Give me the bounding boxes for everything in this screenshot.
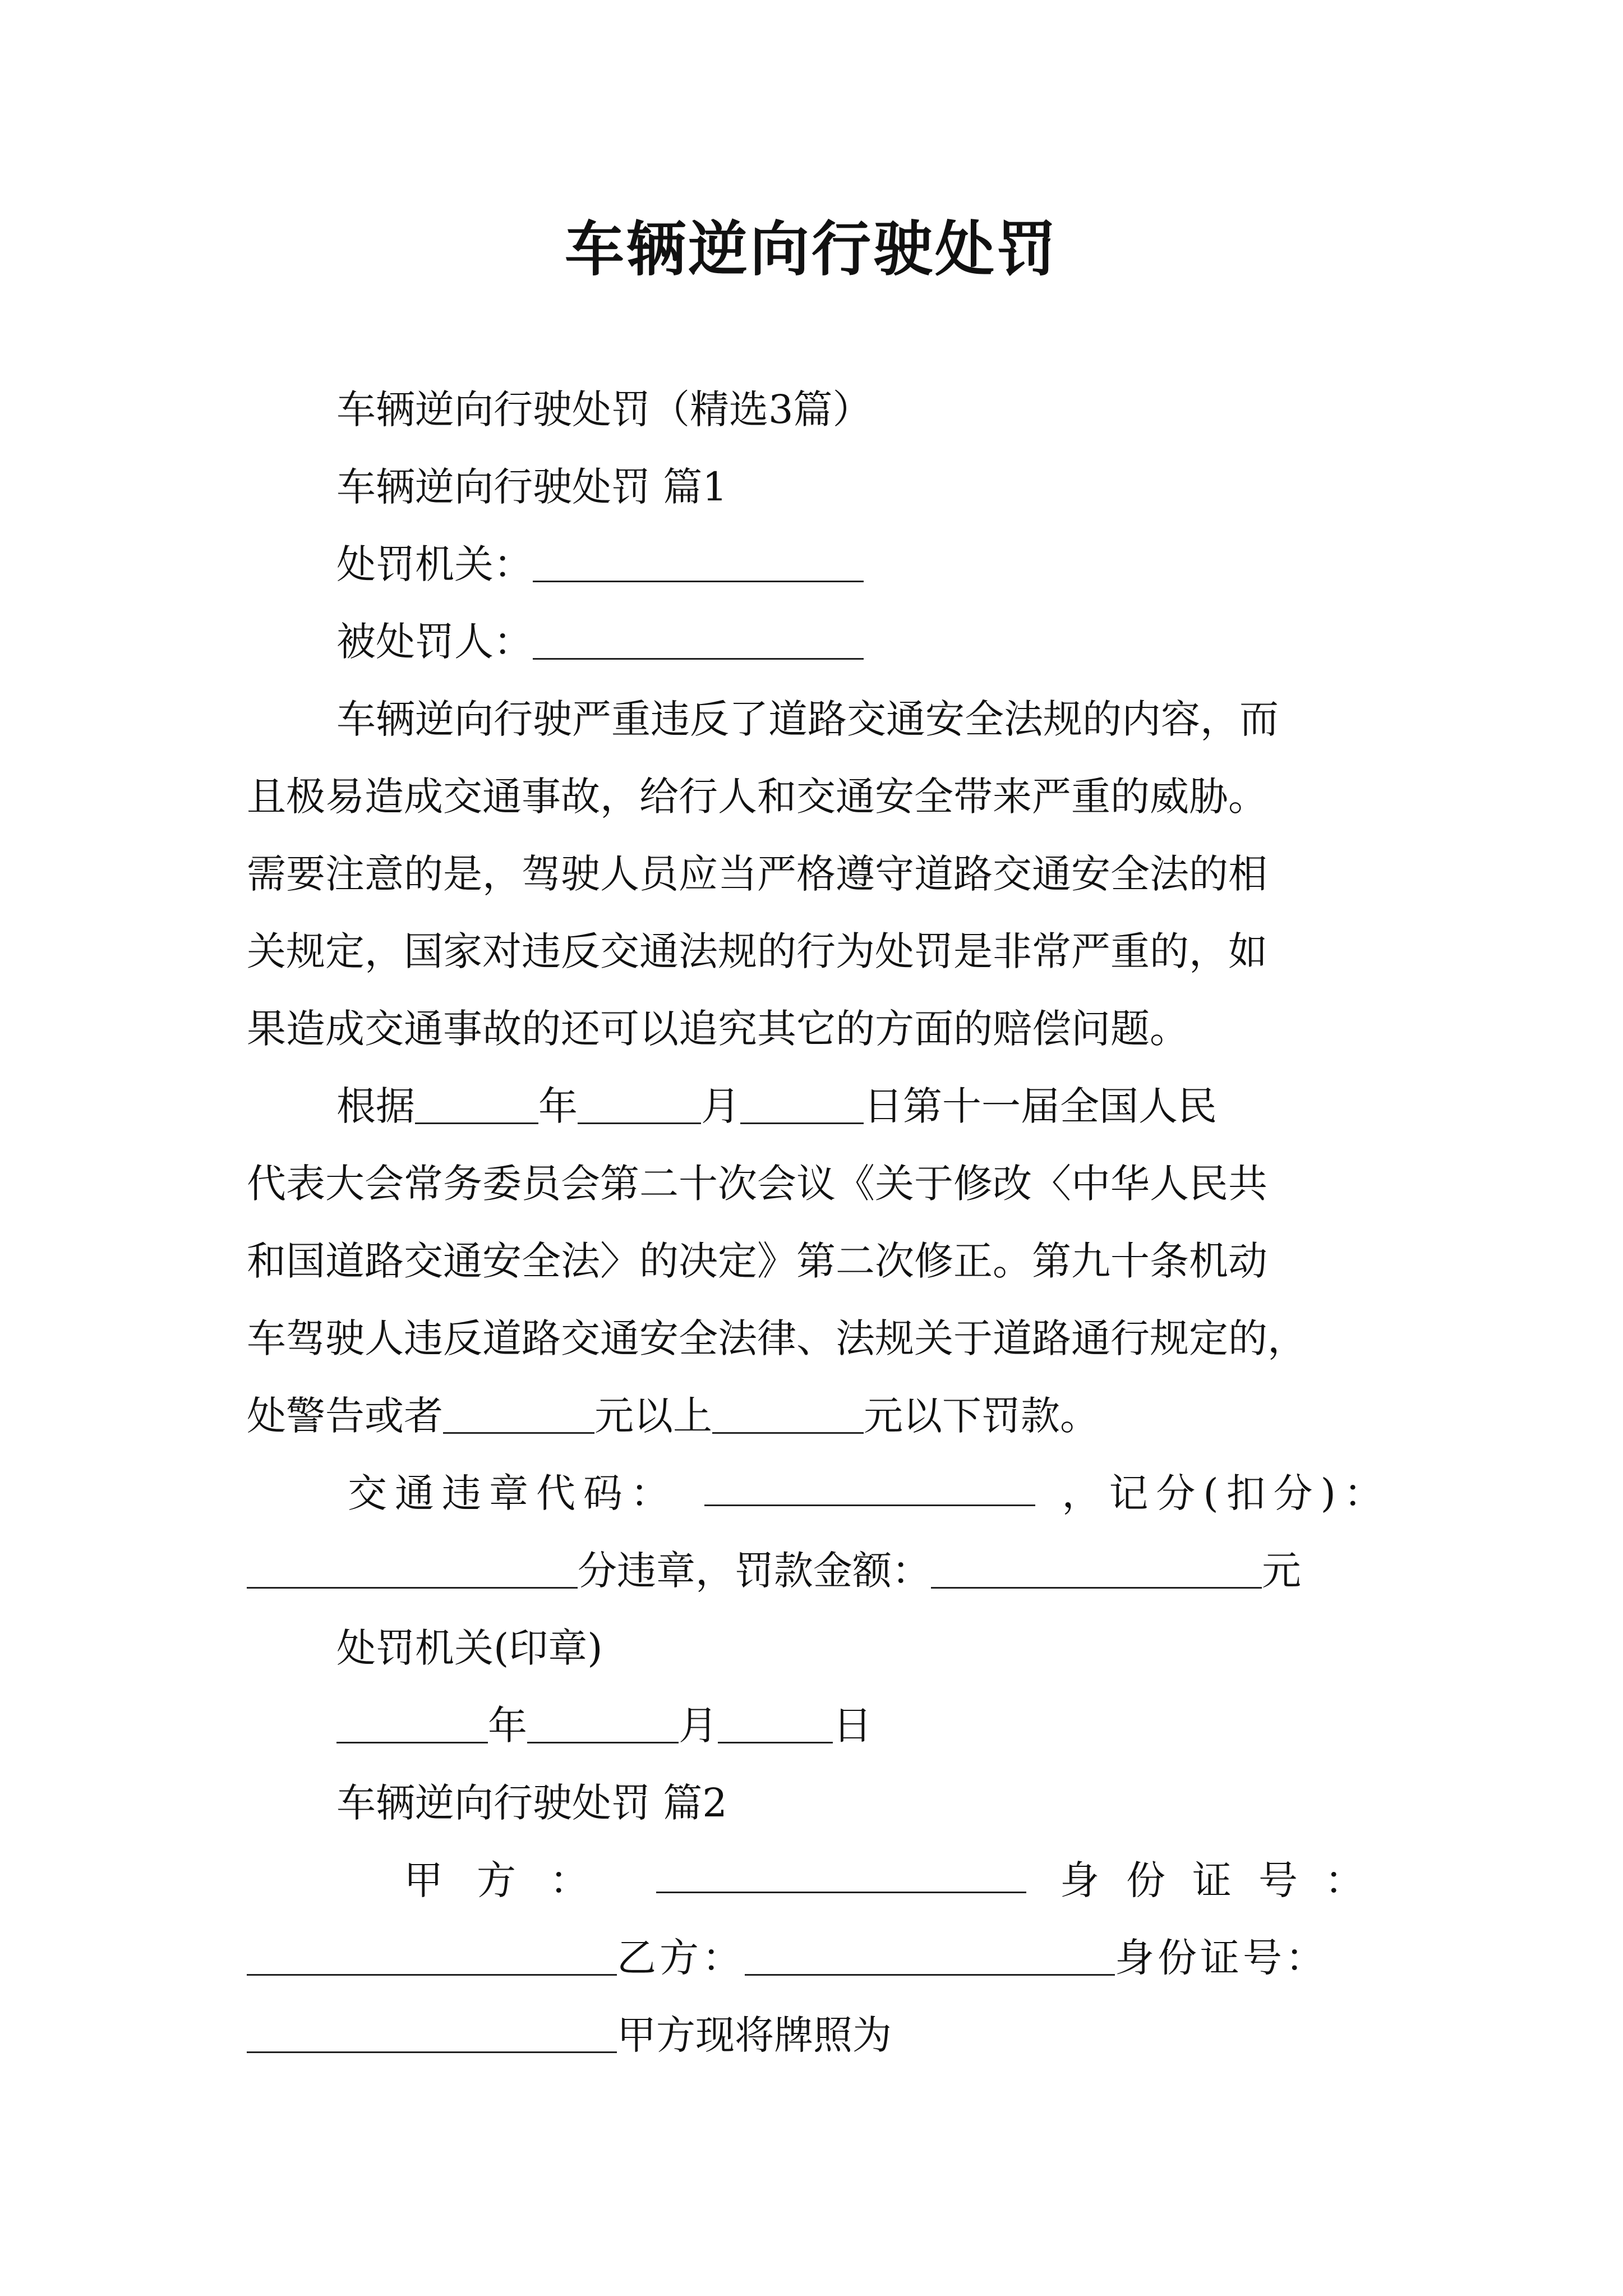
authority-label: 处罚机关：	[336, 541, 533, 587]
para1-line-3: 需要注意的是，驾驶人员应当严格遵守道路交通安全法的相	[247, 851, 1267, 897]
date-day-blank	[718, 1703, 833, 1743]
para2-line-5	[247, 1388, 1099, 1444]
points-line	[247, 1543, 1301, 1599]
article2-heading: 车辆逆向行驶处罚 篇2	[336, 1780, 727, 1826]
para1-line-1: 车辆逆向行驶严重违反了道路交通安全法规的内容，而	[336, 696, 1279, 742]
para2-line-3: 和国道路交通安全法〉的决定》第二次修正。第九十条机动	[247, 1238, 1267, 1284]
para2-day: 日第十一届全国人民	[864, 1083, 1217, 1129]
para1-line-2: 且极易造成交通事故，给行人和交通安全带来严重的威胁。	[247, 774, 1267, 820]
party-blank	[533, 619, 864, 660]
year-blank	[415, 1083, 538, 1124]
id-label-2: 身份证号：	[1115, 1935, 1328, 1981]
date-month-blank	[527, 1703, 679, 1743]
para1-line-4: 关规定，国家对违反交通法规的行为处罚是非常严重的，如	[247, 928, 1267, 974]
id-label: 身份证号：	[1060, 1857, 1391, 1903]
party-line	[336, 614, 864, 670]
para2-year: 年	[538, 1083, 578, 1129]
violation-code-label: 交通违章代码：	[348, 1470, 677, 1516]
points-label: ，记分(扣分)：	[1062, 1470, 1391, 1516]
para2-line-2: 代表大会常务委员会第二十次会议《关于修改〈中华人民共	[247, 1161, 1267, 1207]
date-month: 月	[679, 1703, 718, 1749]
violation-line	[348, 1465, 1391, 1521]
para2-below: 元以下罚款。	[864, 1393, 1099, 1439]
para1-line-5: 果造成交通事故的还可以追究其它的方面的赔偿问题。	[247, 1006, 1189, 1052]
party-b-line	[247, 1930, 1328, 1986]
month-blank	[578, 1083, 701, 1124]
authority-blank	[533, 541, 864, 582]
party-a-id-blank	[247, 1935, 617, 1976]
para2-according: 根据	[336, 1083, 415, 1129]
party-label: 被处罚人：	[336, 619, 533, 665]
party-a-line	[404, 1852, 1391, 1908]
date-year: 年	[488, 1703, 527, 1749]
para2-line-1	[336, 1078, 1217, 1134]
yuan-label: 元	[1262, 1548, 1301, 1594]
article1-heading: 车辆逆向行驶处罚 篇1	[336, 464, 727, 510]
fine-max-blank	[712, 1393, 864, 1434]
points-blank	[247, 1548, 578, 1589]
party-a-blank	[656, 1852, 1026, 1893]
party-b-label: 乙方：	[617, 1935, 745, 1981]
date-line	[336, 1697, 872, 1754]
subtitle: 车辆逆向行驶处罚（精选3篇）	[336, 386, 872, 432]
day-blank	[740, 1083, 864, 1124]
plate-text: 甲方现将牌照为	[617, 2012, 892, 2058]
authority-line	[336, 536, 864, 592]
date-year-blank	[336, 1703, 488, 1743]
seal-label: 处罚机关(印章)	[336, 1625, 603, 1671]
para2-line-4: 车驾驶人违反道路交通安全法律、法规关于道路通行规定的，	[247, 1315, 1307, 1361]
fine-amount-blank	[931, 1548, 1262, 1589]
para2-month: 月	[701, 1083, 740, 1129]
party-b-id-blank	[247, 2012, 617, 2053]
date-day: 日	[833, 1703, 872, 1749]
party-b-blank	[745, 1935, 1115, 1976]
para2-warning: 处警告或者	[247, 1393, 443, 1439]
document-title: 车辆逆向行驶处罚	[565, 214, 1058, 284]
violation-code-blank	[704, 1465, 1035, 1506]
points-suffix: 分违章，罚款金额：	[578, 1548, 931, 1594]
fine-min-blank	[443, 1393, 594, 1434]
party-a-label: 甲方：	[404, 1857, 623, 1903]
plate-line	[247, 2007, 892, 2063]
para2-above: 元以上	[594, 1393, 712, 1439]
